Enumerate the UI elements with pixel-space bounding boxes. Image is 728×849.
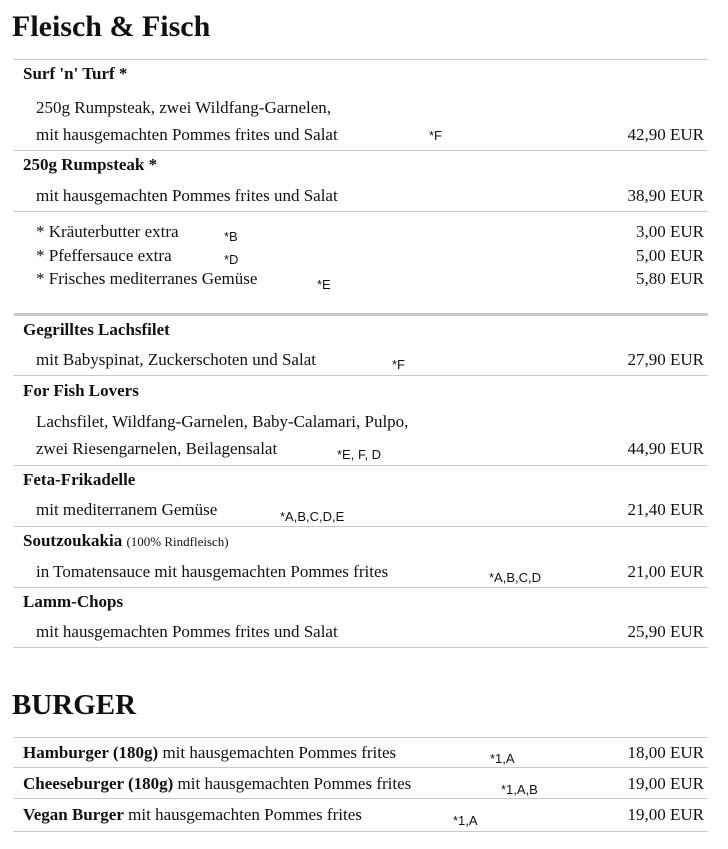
item-price: 42,90 EUR [627,125,704,144]
divider [14,150,708,151]
divider [14,313,708,316]
item-title: For Fish Lovers [23,381,139,400]
allergen-code: *E [317,277,331,292]
allergen-code: *1,A,B [501,782,538,797]
divider [14,587,708,588]
burger-desc: mit hausgemachten Pommes frites [158,743,397,762]
burger-title [23,743,396,763]
item-price: 38,90 EUR [627,186,704,205]
burger-title [23,774,411,794]
item-desc-line1: Lachsfilet, Wildfang-Garnelen, Baby-Calamari, Pulpo, [36,412,409,431]
item-desc: mit Babyspinat, Zuckerschoten und Salat [36,350,316,369]
burger-name: Vegan Burger [23,805,124,824]
burger-desc: mit hausgemachten Pommes frites [123,805,362,824]
divider [14,465,708,466]
item-title-main: Soutzoukakia [23,531,123,550]
item-title: Surf 'n' Turf * [23,64,128,83]
extra-price: 3,00 EUR [636,222,704,241]
divider [14,526,708,527]
divider [14,375,708,376]
allergen-code: *1,A [490,751,515,766]
burger-price: 19,00 EUR [627,805,704,824]
burger-title [23,805,362,825]
allergen-code: *F [429,128,442,143]
divider [14,59,708,60]
allergen-code: *B [224,229,238,244]
item-title: Lamm-Chops [23,592,124,611]
item-desc: mit hausgemachten Pommes frites und Salat [36,186,338,205]
divider [14,737,708,738]
extra-label: * Pfeffersauce extra [36,246,172,265]
burger-name: Hamburger (180g) [23,743,159,762]
burger-desc: mit hausgemachten Pommes frites [173,774,412,793]
divider [14,798,708,799]
item-desc-line2: mit hausgemachten Pommes frites und Salat [36,125,338,144]
item-price: 21,40 EUR [627,500,704,519]
section-heading-burger: BURGER [12,689,137,721]
burger-price: 18,00 EUR [627,743,704,762]
item-desc-line2: zwei Riesengarnelen, Beilagensalat [36,439,278,458]
item-title [23,531,229,551]
extra-label: * Kräuterbutter extra [36,222,179,241]
allergen-code: *D [224,252,239,267]
item-price: 21,00 EUR [627,562,704,581]
allergen-code: *F [392,357,405,372]
item-desc: in Tomatensauce mit hausgemachten Pommes frites [36,562,389,581]
item-price: 44,90 EUR [627,439,704,458]
allergen-code: *E, F, D [337,447,382,462]
item-price: 25,90 EUR [627,622,704,641]
item-price: 27,90 EUR [627,350,704,369]
item-title-note: (100% Rindfleisch) [126,534,229,549]
extra-price: 5,00 EUR [636,246,704,265]
section-heading-meat-fish: Fleisch & Fisch [12,10,211,43]
burger-name: Cheeseburger (180g) [23,774,174,793]
divider [14,211,708,212]
allergen-code: *A,B,C,D [489,570,542,585]
allergen-code: *A,B,C,D,E [280,509,345,524]
item-desc: mit hausgemachten Pommes frites und Salat [36,622,338,641]
item-title: Gegrilltes Lachsfilet [23,320,170,339]
burger-price: 19,00 EUR [627,774,704,793]
divider [14,647,708,648]
extra-price: 5,80 EUR [636,269,704,288]
extra-label: * Frisches mediterranes Gemüse [36,269,258,288]
divider [14,831,708,832]
item-desc: mit mediterranem Gemüse [36,500,218,519]
allergen-code: *1,A [453,813,478,828]
item-title: 250g Rumpsteak * [23,155,158,174]
item-desc-line1: 250g Rumpsteak, zwei Wildfang-Garnelen, [36,98,332,117]
divider [14,767,708,768]
item-title: Feta-Frikadelle [23,470,136,489]
